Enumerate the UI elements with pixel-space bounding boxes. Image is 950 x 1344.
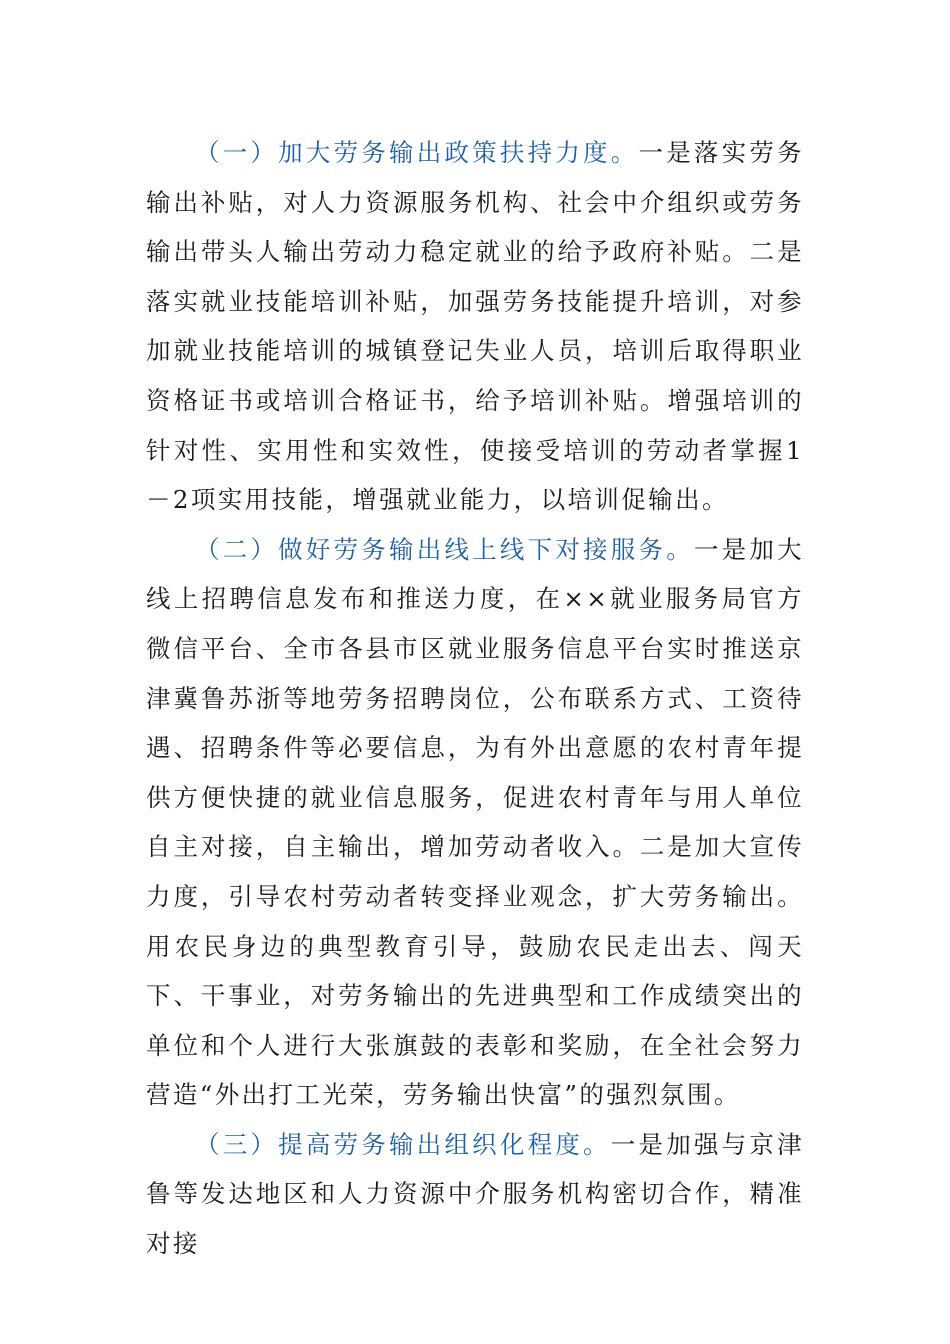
section-2-body: 一是加大线上招聘信息发布和推送力度，在××就业服务局官方微信平台、全市各县市区就业服务信息平台实时推送京津冀鲁苏浙等地劳务招聘岗位，公布联系方式、工资待遇、招聘条件等必要信息，为有外出意愿的农村青年提供方便快捷的就业信息服务，促进农村青年与用人单位自主对接，自主输出，增加劳动者收入。二是加大宣传力度，引导农村劳动者转变择业观念，扩大劳务输出。用农民身边的典型教育引导，鼓励农民走出去、闯天下、干事业，对劳务输出的先进典型和工作成绩突出的单位和个人进行大张旗鼓的表彰和奖励，在全社会努力营造“外出打工光荣，劳务输出快富”的强烈氛围。 xyxy=(146,534,804,1110)
section-3-paragraph xyxy=(146,1120,804,1269)
section-2-paragraph xyxy=(146,525,804,1120)
section-3-body: 一是加强与京津鲁等发达地区和人力资源中介服务机构密切合作，精准对接 xyxy=(146,1129,804,1259)
document-body xyxy=(146,128,804,1269)
section-1-paragraph xyxy=(146,128,804,525)
section-2-heading: （二）做好劳务输出线上线下对接服务。 xyxy=(195,534,694,564)
section-1-body: 一是落实劳务输出补贴，对人力资源服务机构、社会中介组织或劳务输出带头人输出劳动力稳定就业的给予政府补贴。二是落实就业技能培训补贴，加强劳务技能提升培训，对参加就业技能培训的城镇登记失业人员，培训后取得职业资格证书或培训合格证书，给予培训补贴。增强培训的针对性、实用性和实效性，使接受培训的劳动者掌握1－2项实用技能，增强就业能力，以培训促输出。 xyxy=(146,138,804,515)
section-1-heading: （一）加大劳务输出政策扶持力度。 xyxy=(195,138,639,167)
section-3-heading: （三）提高劳务输出组织化程度。 xyxy=(195,1129,611,1159)
